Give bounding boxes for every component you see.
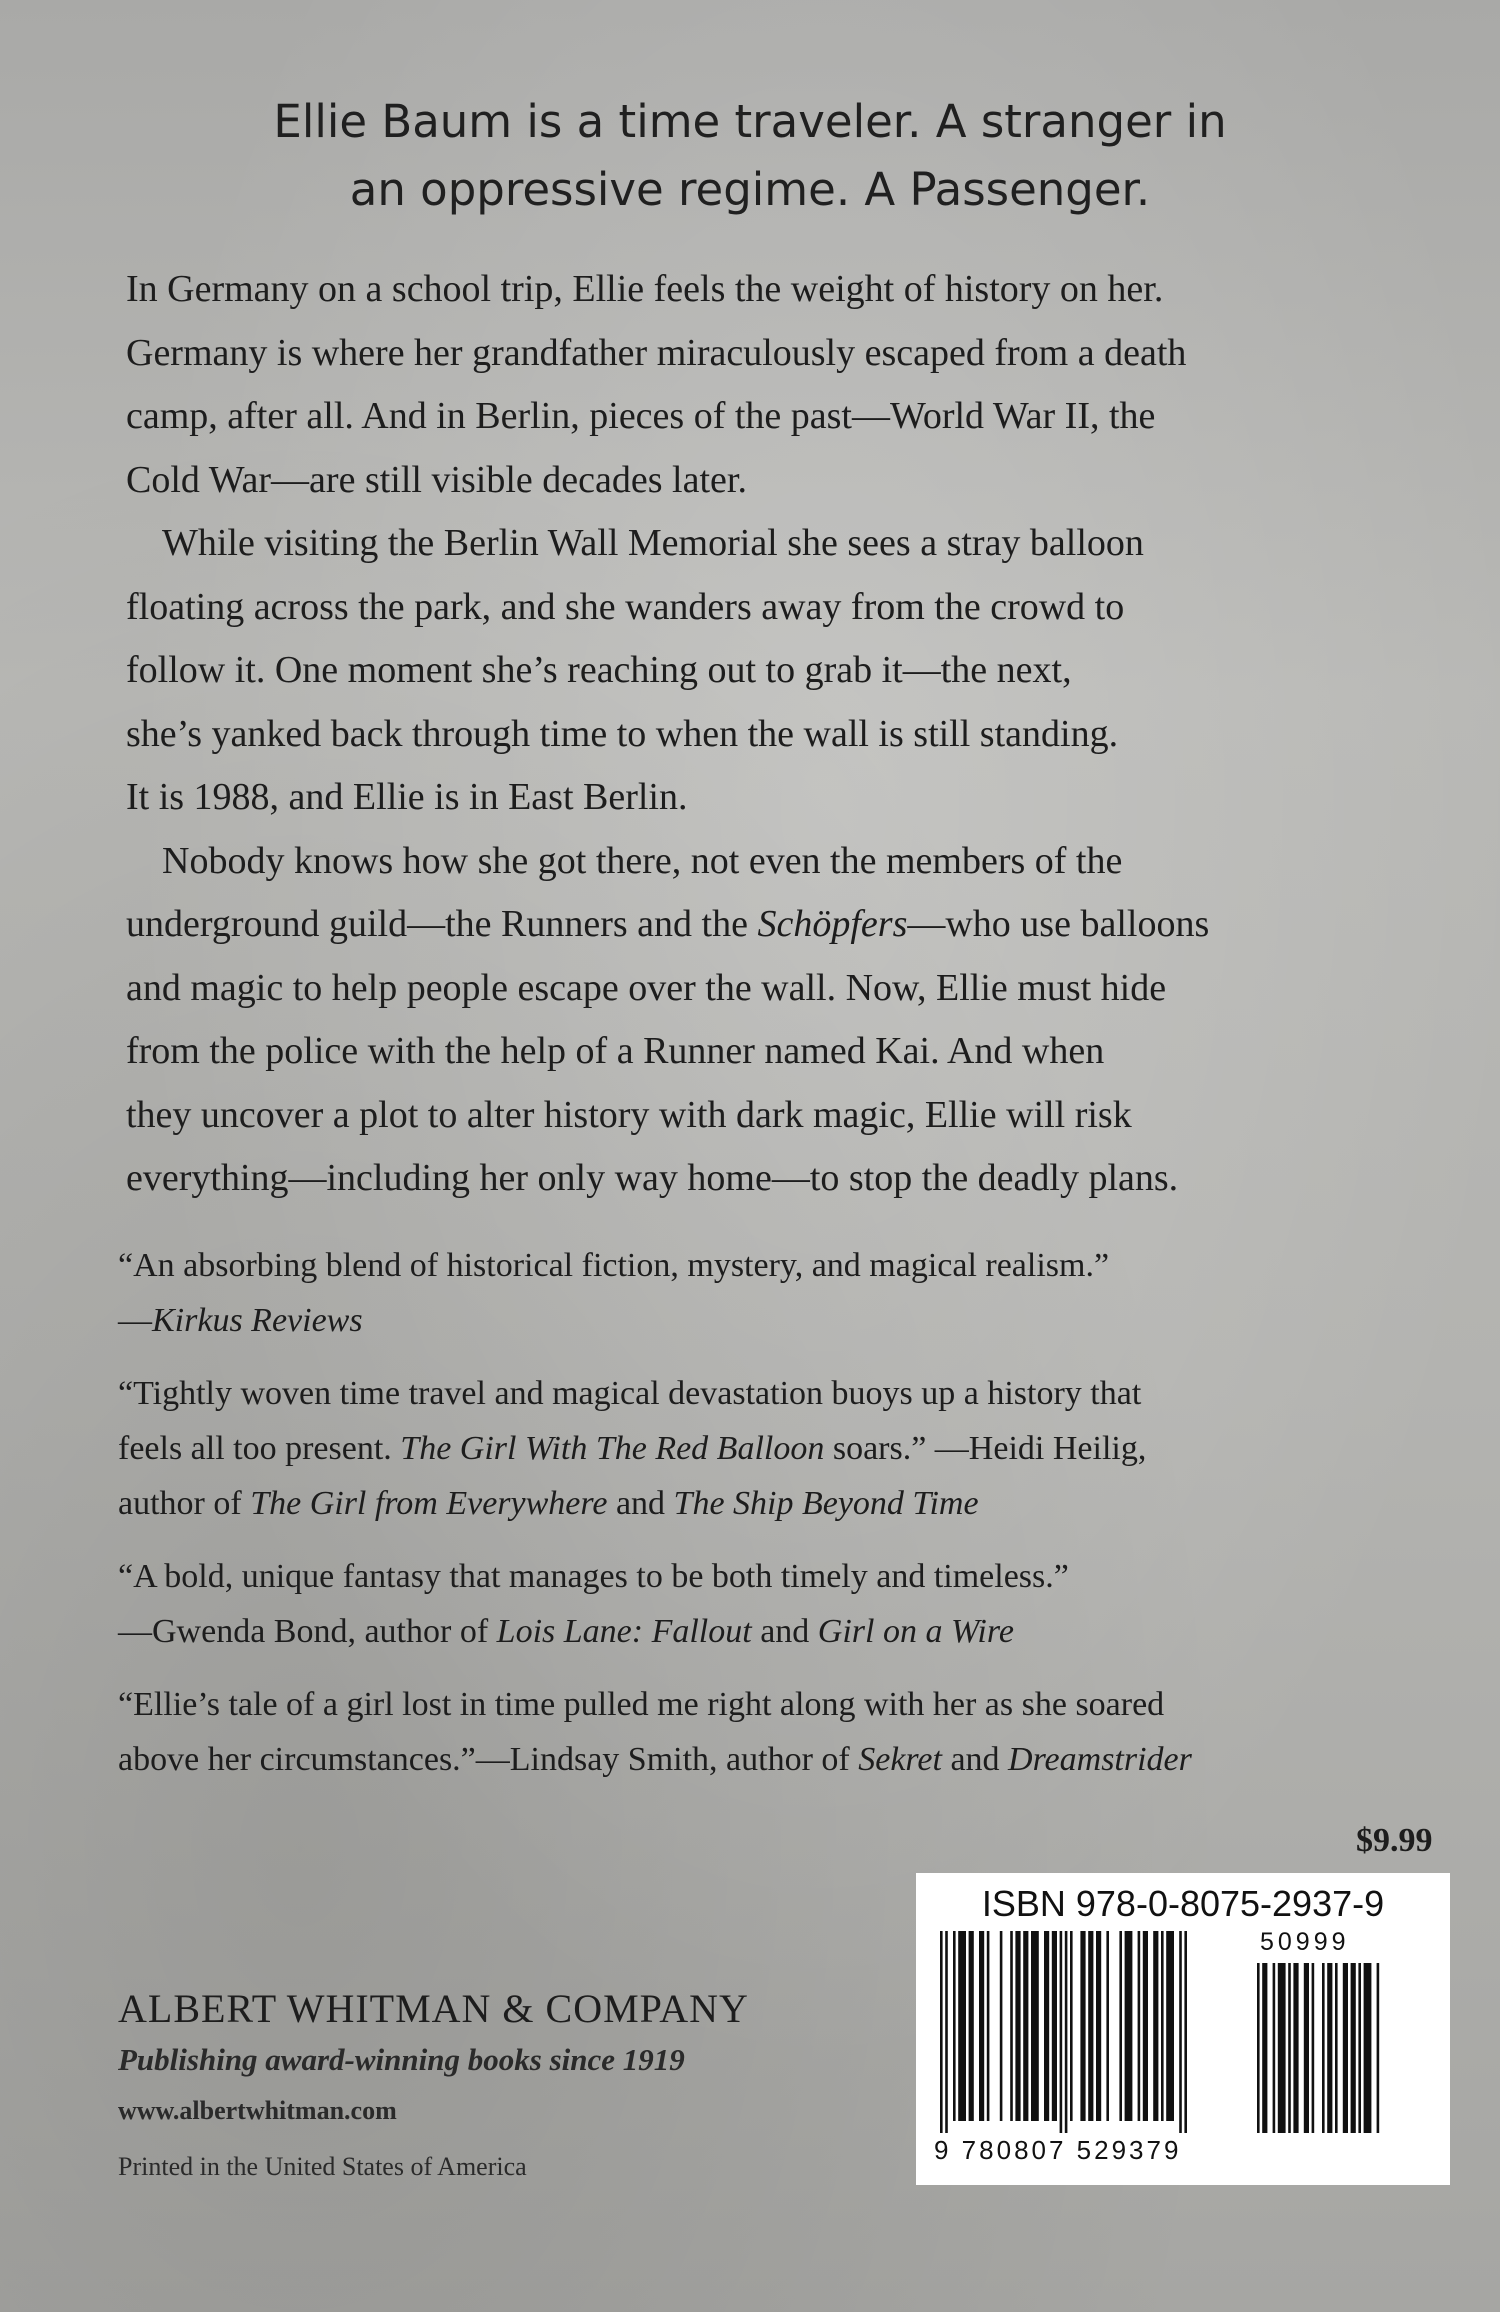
barcode-bar	[1119, 1931, 1122, 2121]
blurb-line	[118, 1421, 1388, 1476]
synopsis-text: —who use balloons	[907, 903, 1210, 945]
barcode-bar	[1138, 1931, 1141, 2121]
book-title: Girl on a Wire	[817, 1613, 1014, 1650]
barcode-bar	[940, 1931, 943, 2133]
barcode-bar	[945, 1931, 948, 2133]
blurb-text: author of	[118, 1485, 251, 1522]
review-blurbs	[118, 1238, 1388, 1805]
blurb-text: and	[751, 1613, 818, 1650]
synopsis-line	[126, 893, 1386, 957]
barcode-bar	[1096, 1931, 1101, 2121]
barcode-bar	[1377, 1963, 1380, 2133]
barcode-bar	[1364, 1963, 1372, 2133]
barcode-bar	[1106, 1931, 1109, 2121]
synopsis-line: It is 1988, and Ellie is in East Berlin.	[126, 776, 688, 818]
barcode-bar	[1273, 1963, 1276, 2133]
isbn-barcode	[916, 1873, 1450, 2185]
synopsis-line: and magic to help people escape over the wall. Now, Ellie must hide	[126, 966, 1167, 1009]
blurb-text: soars.” —Heidi Heilig,	[824, 1430, 1147, 1467]
blurb-smith	[118, 1677, 1388, 1787]
barcode-bar	[1000, 1931, 1003, 2121]
synopsis-line: Cold War—are still visible decades later.	[126, 458, 747, 501]
synopsis-line: camp, after all. And in Berlin, pieces of the past—World War II, the	[126, 395, 1156, 437]
synopsis-line: While visiting the Berlin Wall Memorial she sees a stray balloon	[162, 522, 1144, 564]
barcode-bar	[1023, 1931, 1028, 2121]
synopsis-line: everything—including her only way home—to stop the deadly plans.	[126, 1157, 1179, 1199]
barcode-bar	[1278, 1963, 1286, 2133]
blurb-text: above her circumstances.”—Lindsay Smith, author of	[118, 1741, 859, 1778]
barcode-bar	[953, 1931, 956, 2121]
blurb-text: and	[941, 1741, 1009, 1778]
synopsis-line: follow it. One moment she’s reaching out to grab it—the next,	[126, 649, 1072, 691]
blurb-line	[118, 1732, 1388, 1787]
ean-barcode-bars	[940, 1931, 1240, 2143]
synopsis-line: from the police with the help of a Runner named Kai. And when	[126, 1030, 1105, 1072]
barcode-bar	[969, 1931, 974, 2121]
barcode-bar	[1262, 1963, 1267, 2133]
blurb-attribution	[118, 1293, 1388, 1348]
blurb-text: feels all too present.	[118, 1430, 401, 1467]
barcode-bar	[1088, 1931, 1093, 2121]
blurb-line: “A bold, unique fantasy that manages to be both timely and timeless.”	[118, 1558, 1069, 1595]
blurb-line: “Tightly woven time travel and magical devastation buoys up a history that	[118, 1375, 1142, 1412]
book-title: The Ship Beyond Time	[673, 1485, 979, 1522]
blurb-line	[118, 1604, 1388, 1659]
barcode-bar	[1358, 1963, 1361, 2133]
barcode-bar	[1031, 1931, 1039, 2121]
publisher-name: ALBERT WHITMAN & COMPANY	[118, 1986, 749, 2031]
barcode-bar	[1052, 1931, 1057, 2121]
synopsis-line: floating across the park, and she wanders away from the crowd to	[126, 585, 1125, 628]
barcode-bar	[1070, 1931, 1073, 2121]
barcode-bar	[1288, 1963, 1291, 2133]
barcode-bar	[1351, 1963, 1356, 2133]
price-label: $9.99	[1356, 1822, 1433, 1859]
barcode-bar	[1143, 1931, 1148, 2121]
blurb-source: Kirkus Reviews	[152, 1302, 363, 1339]
dash: —	[118, 1302, 152, 1339]
synopsis-italic-term: Schöpfers	[757, 903, 908, 945]
synopsis-line: Nobody knows how she got there, not even the members of the	[162, 839, 1123, 882]
barcode-bar	[1044, 1931, 1049, 2121]
barcode-bar	[1179, 1931, 1182, 2133]
blurb-text: and	[607, 1485, 674, 1522]
barcode-bar	[1343, 1963, 1348, 2133]
book-title: The Girl With The Red Balloon	[400, 1430, 825, 1467]
tagline-line: an oppressive regime. A Passenger.	[349, 163, 1151, 216]
barcode-bar	[1335, 1963, 1338, 2133]
barcode-bar	[1184, 1931, 1187, 2133]
barcode-bar	[1257, 1963, 1260, 2133]
blurb-quote: “An absorbing blend of historical fiction, mystery, and magical realism.”	[118, 1247, 1110, 1284]
book-title: Lois Lane: Fallout	[496, 1613, 752, 1650]
barcode-bar	[1293, 1963, 1298, 2133]
barcode-bar	[1060, 1931, 1063, 2133]
blurb-bond	[118, 1549, 1388, 1659]
barcode-bar	[1161, 1931, 1164, 2121]
synopsis-line: In Germany on a school trip, Ellie feels the weight of history on her.	[126, 268, 1164, 310]
supplement-barcode-bars	[1257, 1963, 1427, 2143]
isbn-label: ISBN 978-0-8075-2937-9	[981, 1883, 1385, 1924]
barcode-bar	[1327, 1963, 1332, 2133]
barcode-bar	[1080, 1931, 1085, 2121]
barcode-bar	[979, 1931, 984, 2121]
barcode-bar	[958, 1931, 966, 2121]
synopsis-line: they uncover a plot to alter history with dark magic, Ellie will risk	[126, 1093, 1132, 1136]
tagline-line: Ellie Baum is a time traveler. A stranger in	[273, 95, 1227, 148]
book-title: Dreamstrider	[1008, 1741, 1192, 1778]
supplement-digits: 50999	[1260, 1928, 1350, 1956]
synopsis	[126, 258, 1386, 1211]
barcode-bar	[1125, 1931, 1133, 2121]
barcode-bar	[1015, 1931, 1020, 2121]
tagline	[150, 88, 1350, 224]
publisher-url: www.albertwhitman.com	[118, 2096, 397, 2125]
blurb-line	[118, 1476, 1388, 1531]
book-title: Sekret	[858, 1741, 942, 1778]
barcode-bar	[1304, 1963, 1309, 2133]
synopsis-line: Germany is where her grandfather miraculously escaped from a death	[126, 331, 1187, 374]
blurb-line: “Ellie’s tale of a girl lost in time pulled me right along with her as she soared	[118, 1686, 1165, 1723]
printed-notice: Printed in the United States of America	[118, 2152, 527, 2181]
synopsis-line: she’s yanked back through time to when the wall is still standing.	[126, 712, 1119, 755]
synopsis-text: underground guild—the Runners and the	[126, 903, 758, 945]
publisher-tagline: Publishing award-winning books since 1919	[118, 2042, 685, 2077]
blurb-heilig	[118, 1366, 1388, 1531]
book-title: The Girl from Everywhere	[250, 1485, 608, 1522]
ean-digits: 9 780807 529379	[934, 2135, 1182, 2165]
barcode-bar	[987, 1931, 990, 2121]
blurb-kirkus	[118, 1238, 1388, 1348]
barcode-bar	[1166, 1931, 1174, 2121]
barcode-bar	[1065, 1931, 1068, 2133]
barcode-bar	[1312, 1963, 1315, 2133]
barcode-bar	[1010, 1931, 1013, 2121]
barcode-bar	[1153, 1931, 1158, 2121]
blurb-text: —Gwenda Bond, author of	[118, 1613, 497, 1650]
barcode-bar	[1322, 1963, 1325, 2133]
publisher-block	[118, 1985, 749, 2182]
